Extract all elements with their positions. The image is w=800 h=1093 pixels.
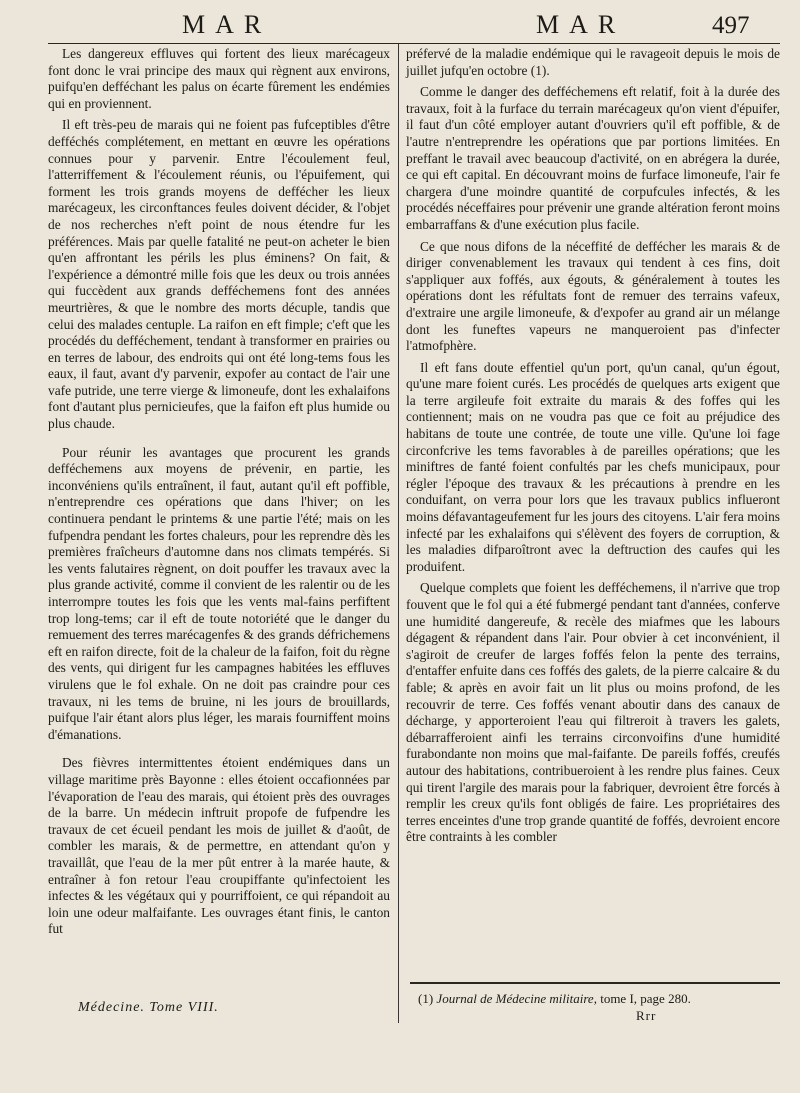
paragraph: Ce que nous difons de la néceffité de deffécher les marais & de diriger convenablement les travaux qui tendent à ces fins, doit s'appliquer aux foffés, aux égouts, & généralement à toutes les opérations dont les réfultats font de remuer des terrains vafeux, d'extraire une argile limoneufe, & d'expofer au grand air un mélange dont les funeftes vapeurs ne manqueroient pas d'infecter l'atmofphère. bbox=[406, 238, 780, 354]
left-column bbox=[48, 46, 390, 943]
paragraph: Les dangereux effluves qui fortent des lieux marécageux font donc le vrai principe des maux qui règnent aux environs, puifqu'en defféchant les palus on écarte fûrement les endémies qui en proviennent. bbox=[48, 46, 390, 111]
paragraph: Quelque complets que foient les defféchemens, il n'arrive que trop fouvent que le fol qui a été fubmergé pendant tant d'années, conferve une humidité dangereufe, & recèle des miafmes que les labours dégagent & répandent dans l'air. Pour obvier à cet inconvénient, il s'agiroit de creufer de larges foffés felon la pente des terrains, d'entaffer enfuite dans ces foffés des galets, de la pierre calcaire & du fable; & après en avoir fait un lit plus ou moins profond, de les recouvrir de terre. Ces foffés venant aboutir dans des canaux de décharge, y apporteroient l'eau qui filtreroit à travers les galets, débarrafferoient ainfi les terrains circonvoifins d'une humidité furabondante non moins que mal-faifante. De pareils foffés, creufés autour des habitations, contribueroient à les rendre plus faines. Ceux qui tirent l'argile des marais pour la fabriquer, devroient être forcés à remplir les creux qu'ils font obligés de faire. Les propriétaires des terres enceintes d'une trop grande quantité de foffés, devroient encore être contraints à les combler bbox=[406, 580, 780, 845]
paragraph: Il eft fans doute effentiel qu'un port, qu'un canal, qu'un égout, qu'une mare foient curés. Les procédés de quelques arts exigent que la terre argileufe foit extraite du marais & des foffes qui les contiennent; mais on ne voudra pas que ce foit au préjudice des habitans de toute une contrée, de toute une ville. Qu'une loi fage circonfcrive les tems favorables à de pareilles opérations; que les miniftres de fanté foient confultés par les chefs municipaux, pour régler l'époque des travaux & les précautions à prendre en les conduifant, on verra pour lors que les travaux publics influeront moins défavantageufement fur les jours des citoyens. L'air fera moins infecté par les exhalaifons qui s'élèvent des foyers de corruption, & les maladies difparoîtront avec la deftruction des caufes qui les produifent. bbox=[406, 359, 780, 574]
column-divider bbox=[398, 44, 399, 1023]
footnote-rule bbox=[410, 982, 780, 984]
page-number: 497 bbox=[712, 12, 750, 39]
paragraph: Pour réunir les avantages que procurent les grands defféchemens aux moyens de prévenir, en partie, les inconvéniens qu'ils entraînent, il faut, autant qu'il eft poffible, n'entreprendre ces opérations que dans l'hiver; on les continuera pendant le printems & une partie l'été; mais on les fufpendra pendant les fortes chaleurs, pour les reprendre dès les premières fraîcheurs d'automne dans nos climats tempérés. Si les vents falutaires règnent, on doit pouffer les travaux avec la plus grande activité, comme il convient de les ralentir ou de les interrompre toutes les fois que les vents mal-fains perfiftent trop long-tems; car il eft de toute notoriété que le danger du remuement des terres marécagenfes & des grands défrichemens eft en raifon directe, foit de la chaleur de la faifon, foit du règne des vents, qui dirigent fur les campagnes habitées les effluves virulens que le fol exhale. On ne doit pas craindre pour ces travaux, ni les tems de bruine, ni les jours de brouillards, puifque l'air étant alors plus léger, les marais fourniffent moins d'émanations. bbox=[48, 444, 390, 742]
signature-mark: Rrr bbox=[636, 1008, 657, 1023]
paragraph: Des fièvres intermittentes étoient endémiques dans un village maritime près Bayonne : elles étoient occafionnées par l'évaporation de l'eau des marais, qui étoient près des ouvrages de la barre. Un médecin inftruit propofe de fufpendre les travaux de cet écueil pendant les mois de juillet & d'août, de combler les marais, & de permettre, en attendant qu'on y travaillât, que l'eau de la mer pût entrer à la marée haute, & entraîner à fon retour l'eau croupiffante qu'infectoient les infectes & les végétaux qui y pourriffoient, ce qui répandoit au loin une odeur malfaifante. Les ouvrages étant finis, le canton fut bbox=[48, 755, 390, 937]
header-rule bbox=[48, 43, 780, 44]
footnote-marker: (1) bbox=[418, 991, 434, 1006]
footnote-title: Journal de Médecine militaire, bbox=[436, 991, 597, 1006]
running-head-right: MAR bbox=[536, 10, 626, 39]
footnote bbox=[418, 991, 778, 1007]
running-head-left: MAR bbox=[182, 10, 272, 39]
right-column bbox=[406, 46, 780, 851]
paragraph: Comme le danger des defféchemens eft relatif, foit à la durée des travaux, foit à la furface du terrain marécageux qu'on vient d'épuifer, il faut d'un côté employer autant d'ouvriers qu'il eft poffible, & de l'autre n'entreprendre les opérations que par portions limitées. En preffant le travail avec beaucoup d'activité, on en abrégera la durée, ce qui eft capital. En découvrant moins de furface limoneufe, l'air fe chargera d'une moindre quantité de corpufcules infectés, & les procédés néceffaires pour prévenir une grande altération feront moins embarraffans & d'une exécution plus facile. bbox=[406, 84, 780, 232]
paragraph: préfervé de la maladie endémique qui le ravageoit depuis le mois de juillet jufqu'en octobre (1). bbox=[406, 46, 780, 78]
paragraph: Il eft très-peu de marais qui ne foient pas fufceptibles d'être defféchés complétement, en mettant en œuvre les opérations connues pour y parvenir. Entre l'écoulement feul, l'atterriffement & l'écoulement réunis, ou l'épuifement, qui forment les trois grands moyens de deffécher les lieux marécageux, les circonftances feules doivent décider, & l'objet de nos recherches n'eft point de nous étendre fur les préférences. Mais par quelle fatalité ne peut-on acheter le bien qu'en affrontant les périls les plus éminens? On fait, & l'expérience a démontré mille fois que les deux ou trois années qui fuccèdent aux grands defféchemens font des années meurtrières, & que le nombre des morts décuple, tandis que celui des malades centuple. La raifon en eft fimple; c'eft que les procédés du defféchement, tendant à transformer en prairies ou en terres de labour, des endroits qui ont été long-tems fous les eaux, il faut, avant d'y parvenir, expofer au contact de l'air une vafe putride, une terre vierge & limoneufe, dont les exhalaifons font d'autant plus pernicieufes, que la faifon eft plus humide ou plus chaude. bbox=[48, 117, 390, 432]
volume-footer: Médecine. Tome VIII. bbox=[78, 1000, 219, 1015]
footnote-ref: tome I, page 280. bbox=[600, 991, 691, 1006]
